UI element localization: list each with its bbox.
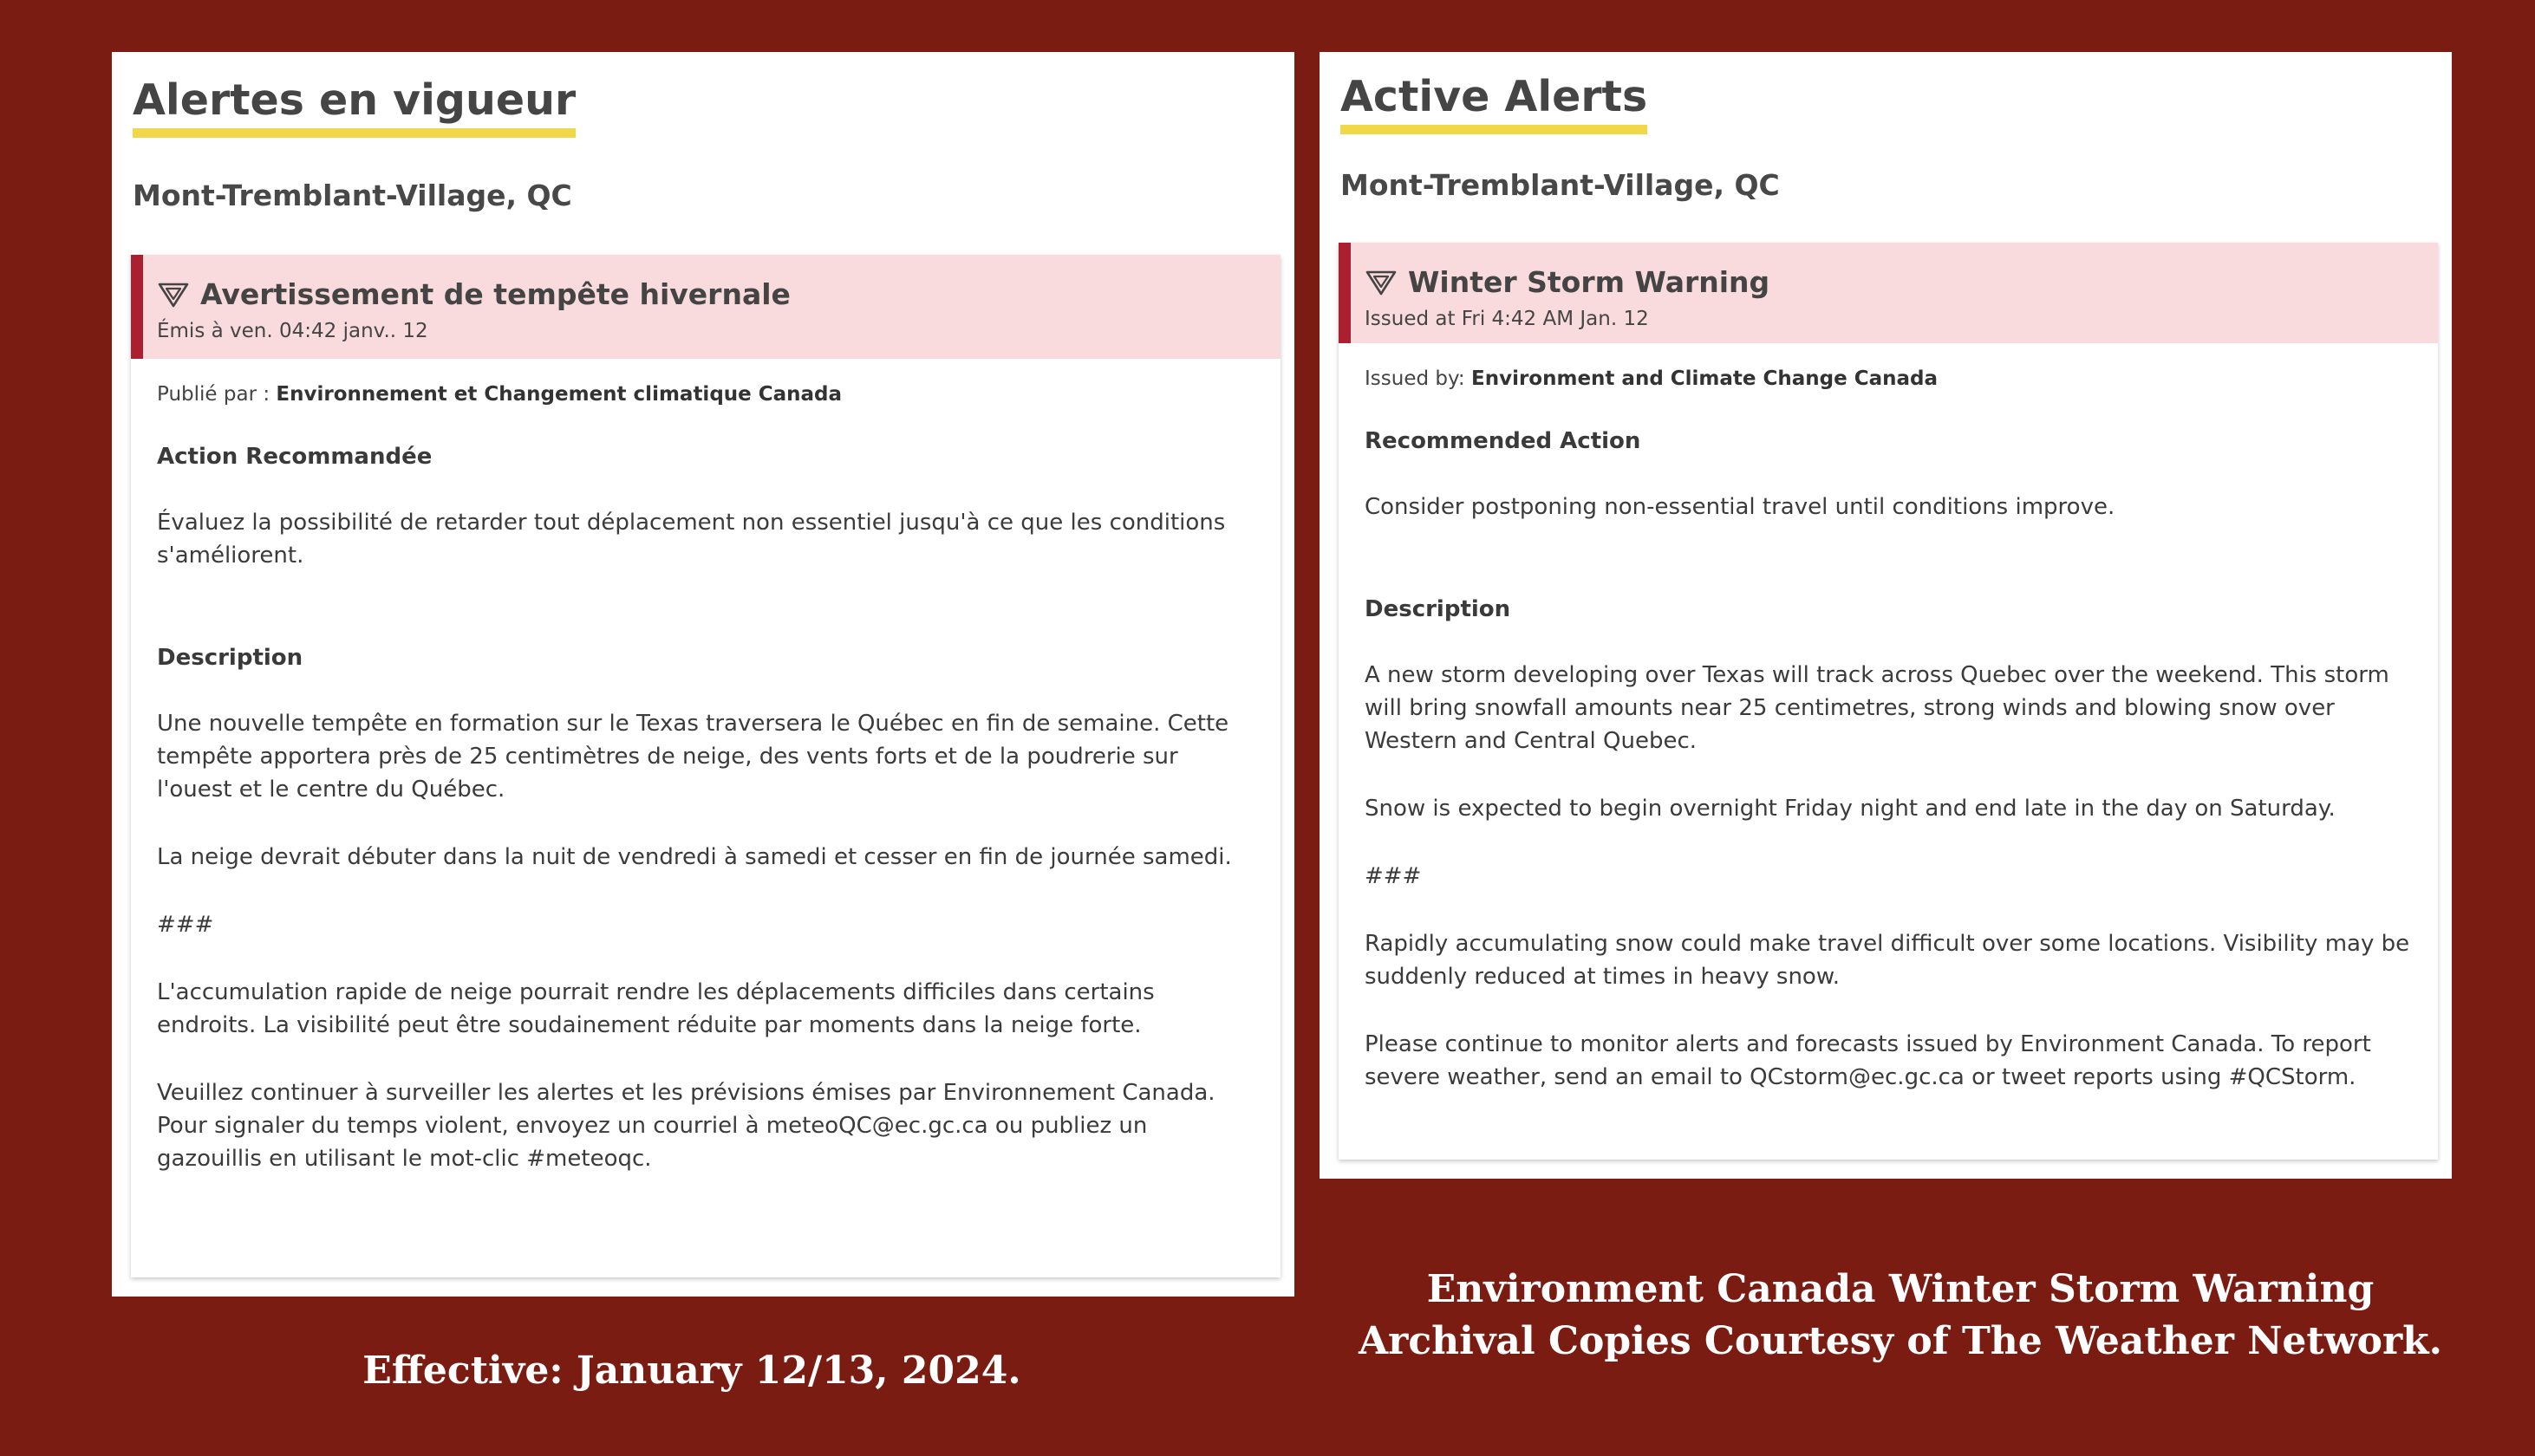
publisher-line [157,378,1254,411]
spacer [157,607,1254,641]
credit-caption-line: Environment Canada Winter Storm Warning [1426,1267,2375,1311]
publisher-label: Publié par : [157,383,277,406]
alert-title: Winter Storm Warning [1408,265,1770,299]
description-paragraph: Une nouvelle tempête en formation sur le Texas traversera le Québec en fin de semaine. Cette tempête apportera près de 25 centimètres de neige, des vents forts et de la poudrerie sur l'ouest et le centre du Québec. [157,711,1229,803]
publisher-label: Issued by: [1365,367,1471,390]
alert-card [131,255,1281,1277]
description-heading: Description [157,645,303,671]
description-paragraph: ### [157,912,214,938]
alert-header[interactable] [131,255,1281,359]
french-alert-panel [112,52,1294,1297]
description-paragraph: Rapidly accumulating snow could make travel difficult over some locations. Visibility may be suddenly reduced at times in heavy snow. [1365,931,2410,990]
page-title: Alertes en vigueur [133,76,576,138]
warning-triangle-icon [1365,269,1398,296]
credit-caption-line: Archival Copies Courtesy of The Weather Network. [1359,1319,2442,1363]
credit-caption [1320,1264,2481,1368]
description-paragraph: ### [1365,863,1422,889]
description-paragraph: La neige devrait débuter dans la nuit de vendredi à samedi et cesser en fin de journée samedi. [157,844,1232,870]
warning-triangle-icon [157,281,190,309]
location-label: Mont-Tremblant-Village, QC [1340,168,1780,202]
page-title: Active Alerts [1340,73,1647,134]
description-heading: Description [1365,596,1511,622]
description-paragraph: A new storm developing over Texas will track across Quebec over the weekend. This storm will bring snowfall amounts near 25 centimetres, strong winds and blowing snow over Western and Central Quebec. [1365,662,2389,754]
alert-issued-time: Issued at Fri 4:42 AM Jan. 12 [1365,308,1649,330]
alert-body [131,359,1281,1175]
alert-header[interactable] [1339,243,2438,343]
alert-title: Avertissement de tempête hivernale [200,277,791,311]
description-paragraph: Snow is expected to begin overnight Friday night and end late in the day on Saturday. [1365,796,2336,822]
spacer [1365,558,2412,593]
description-paragraph: Please continue to monitor alerts and forecasts issued by Environment Canada. To report severe weather, send an email to QCstorm@ec.gc.ca or tweet reports using #QCStorm. [1365,1031,2371,1090]
recommended-action-heading: Recommended Action [1365,428,1641,454]
alert-card [1339,243,2438,1160]
publisher-name: Environment and Climate Change Canada [1471,367,1939,390]
english-alert-panel [1320,52,2452,1179]
alert-issued-time: Émis à ven. 04:42 janv.. 12 [157,320,428,342]
recommended-action-text: Consider postponing non-essential travel until conditions improve. [1365,494,2115,520]
publisher-name: Environnement et Changement climatique Canada [276,383,843,406]
recommended-action-text: Évaluez la possibilité de retarder tout déplacement non essentiel jusqu'à ce que les conditions s'améliorent. [157,510,1226,569]
alert-body [1339,343,2438,1094]
description-paragraph: L'accumulation rapide de neige pourrait rendre les déplacements difficiles dans certains endroits. La visibilité peut être soudainement réduite par moments dans la neige forte. [157,979,1155,1038]
publisher-line [1365,362,2412,395]
effective-date-caption: Effective: January 12/13, 2024. [362,1349,1021,1393]
description-paragraph: Veuillez continuer à surveiller les alertes et les prévisions émises par Environnement Canada. Pour signaler du temps violent, envoyez un courriel à meteoQC@ec.gc.ca ou publiez un gazouillis en utilisant le mot-clic #meteoqc. [157,1080,1215,1172]
recommended-action-heading: Action Recommandée [157,444,433,470]
location-label: Mont-Tremblant-Village, QC [133,179,572,212]
